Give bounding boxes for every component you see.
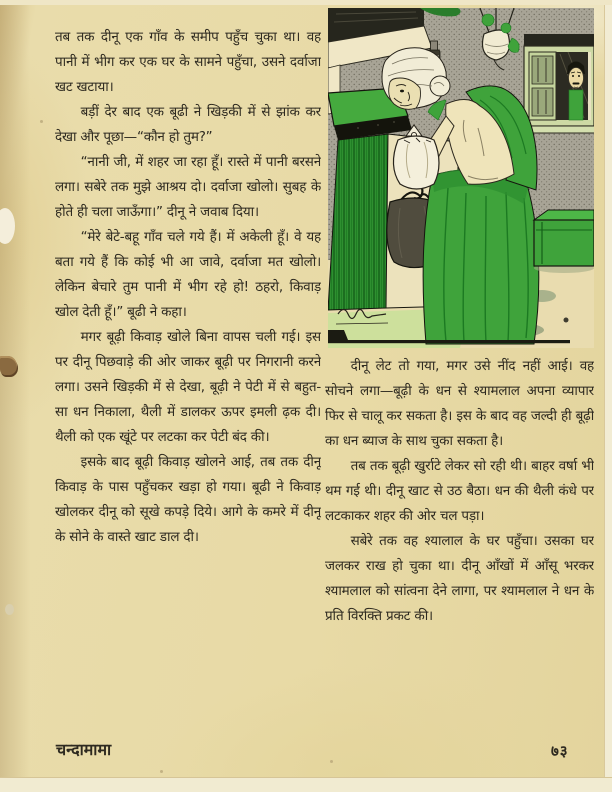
paper-stain [5, 604, 14, 615]
paper-speck [160, 770, 163, 773]
story-illustration [328, 8, 594, 348]
footer-brand: चन्दामामा [56, 740, 112, 759]
story-paragraph: तब तक दीनू एक गाँव के समीप पहुँच चुका था। वह पानी में भीग कर एक घर के सामने पहुँचा, उसने दर्वाजा खट खटाया। [55, 29, 321, 95]
story-paragraph: बड़ीं देर बाद एक बूढी ने खिड़की में से झांक कर देखा और पूछा—“कौन हो तुम?” [55, 104, 321, 145]
peeking-man [567, 62, 585, 121]
story-paragraph: मगर बूढ़ी किवाड़ खोले बिना वापस चली गई। इस पर दीनू पिछवाड़े की ओर जाकर बूढ़ी पर निगरानी करने लगा। उसने खिड़की में से देखा, बूढ़ी ने पेटी में से बहुत-सा धन निकाला, थैली में डालकर ऊपर इमली ढ़क दी। थैली को एक खूंटे पर लटका कर पेटी बंद की। [55, 329, 321, 445]
green-box [534, 210, 594, 273]
paper-edge-right [604, 0, 612, 792]
paper-edge-top [0, 0, 612, 5]
window [521, 34, 594, 133]
story-paragraph: इसके बाद बूढ़ी किवाड़ खोलने आई, तब तक दीनू किवाड़ के पास पहुँचकर खड़ा हो गया। बूढी ने किवाड़ खोलकर दीनू को सूखे कपड़े दिये। आगे के कमरे में दीनू के सोने के वास्ते खाट डाल दी। [55, 454, 321, 545]
paper-speck [40, 120, 43, 123]
left-text-column [55, 25, 321, 739]
paper-speck [330, 760, 333, 763]
paper-tear [0, 356, 17, 375]
right-text-column [325, 354, 594, 738]
story-paragraph: “नानी जी, में शहर जा रहा हूँ। रास्ते में पानी बरसने लगा। सबेरे तक मुझे आश्रय दो। दर्वाजा खोलो। सुबह के होते ही चला जाऊँगा।” दीनू ने जवाब दिया। [55, 154, 321, 220]
story-paragraph: तब तक बूढ़ी खुर्राटे लेकर सो रही थी। बाहर वर्षा भी थम गई थी। दीनू खाट से उठ बैठा। धन की थैली कंधे पर लटकाकर शहर की ओर चल पड़ा। [325, 458, 594, 524]
page-gutter-shadow [0, 0, 30, 792]
story-paragraph: दीनू लेट तो गया, मगर उसे नींद नहीं आई। वह सोचने लगा—बूढ़ी के धन से श्यामलाल अपना व्यापार फिर से चालू कर सकता है। इस के बाद वह जल्दी ही बूढ़ी का धन ब्याज के साथ चुका सकता है। [325, 358, 594, 449]
paper-edge-bottom [0, 777, 612, 792]
story-paragraph: सबेरे तक वह श्यालाल के घर पहुँचा। उसका घर जलकर राख हो चुका था। दीनू आँखों में आँसू भरकर श्यामलाल को सांत्वना देने लागा, पर श्यामलाल ने धन के प्रति विरक्ति प्रकट की। [325, 533, 594, 624]
page-number: ७३ [551, 742, 569, 760]
story-paragraph: “मेरे बेटे-बहू गाँव चले गये हैं। में अकेली हूँ। वे यह बता गये हैं कि कोई भी आ जावे, दर्वाजा मत खोलो। लेकिन बेचारे तुम पानी में भीग रहे हो! ठहरो, किवाड़ खोल देती हूँ।” बूढी ने कहा। [55, 229, 321, 320]
